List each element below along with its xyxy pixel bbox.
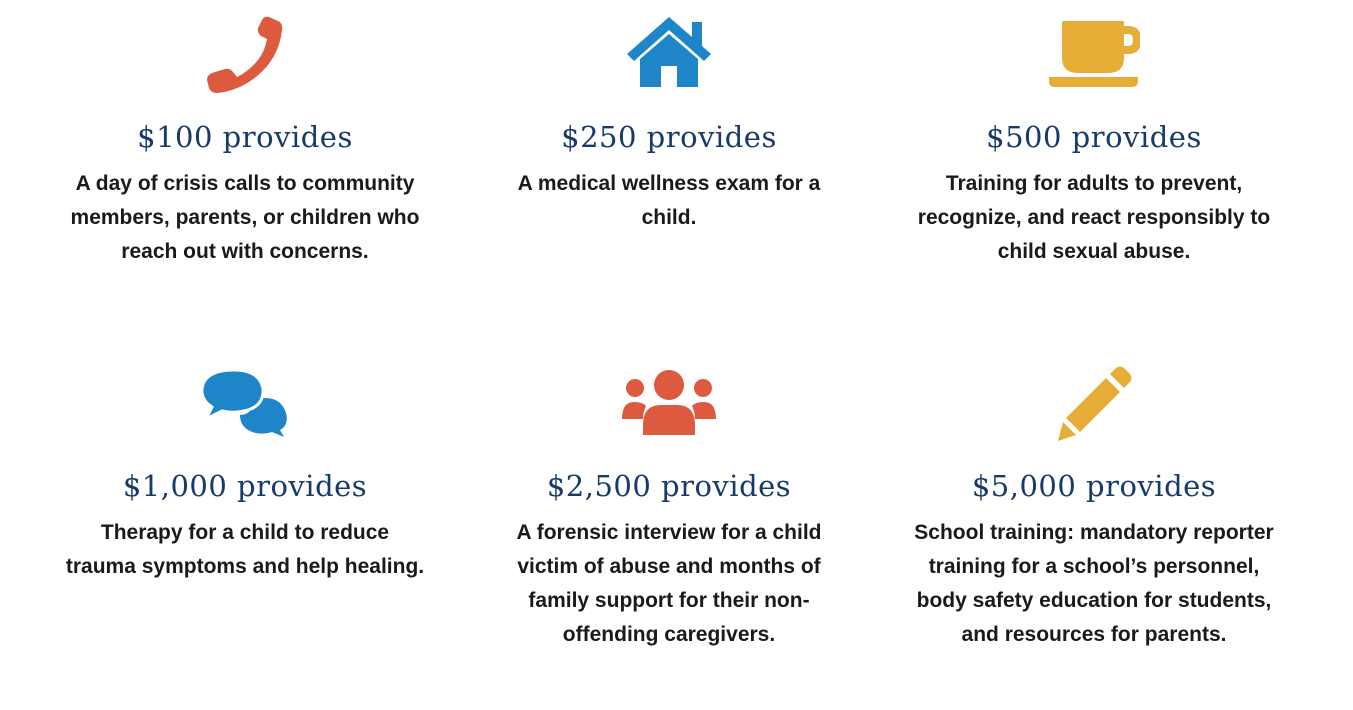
amount-heading: $500 provides	[986, 120, 1202, 154]
people-group-icon	[621, 369, 717, 437]
amount-description: School training: mandatory reporter training for a school’s personnel, body safety education for students, and resources for parents.	[914, 521, 1274, 646]
phone-icon	[205, 14, 285, 94]
coffee-cup-icon	[1048, 18, 1140, 90]
amount-heading: $250 provides	[561, 120, 777, 154]
pencil-icon	[1054, 364, 1134, 444]
amount-description: A medical wellness exam for a child.	[517, 172, 821, 229]
amount-heading: $100 provides	[137, 120, 353, 154]
amount-heading: $5,000 provides	[971, 469, 1217, 503]
house-icon	[624, 14, 714, 88]
chat-bubbles-icon	[200, 369, 290, 439]
amount-description: A forensic interview for a child victim of abuse and months of family support for their non-offending caregivers.	[516, 521, 822, 646]
amount-description: Therapy for a child to reduce trauma symptoms and help healing.	[65, 521, 425, 578]
amount-description: Training for adults to prevent, recognize, and react responsibly to child sexual abuse.	[917, 172, 1271, 263]
amount-heading: $1,000 provides	[122, 469, 368, 503]
amount-heading: $2,500 provides	[546, 469, 792, 503]
amount-description: A day of crisis calls to community members, parents, or children who reach out with concerns.	[70, 172, 420, 263]
